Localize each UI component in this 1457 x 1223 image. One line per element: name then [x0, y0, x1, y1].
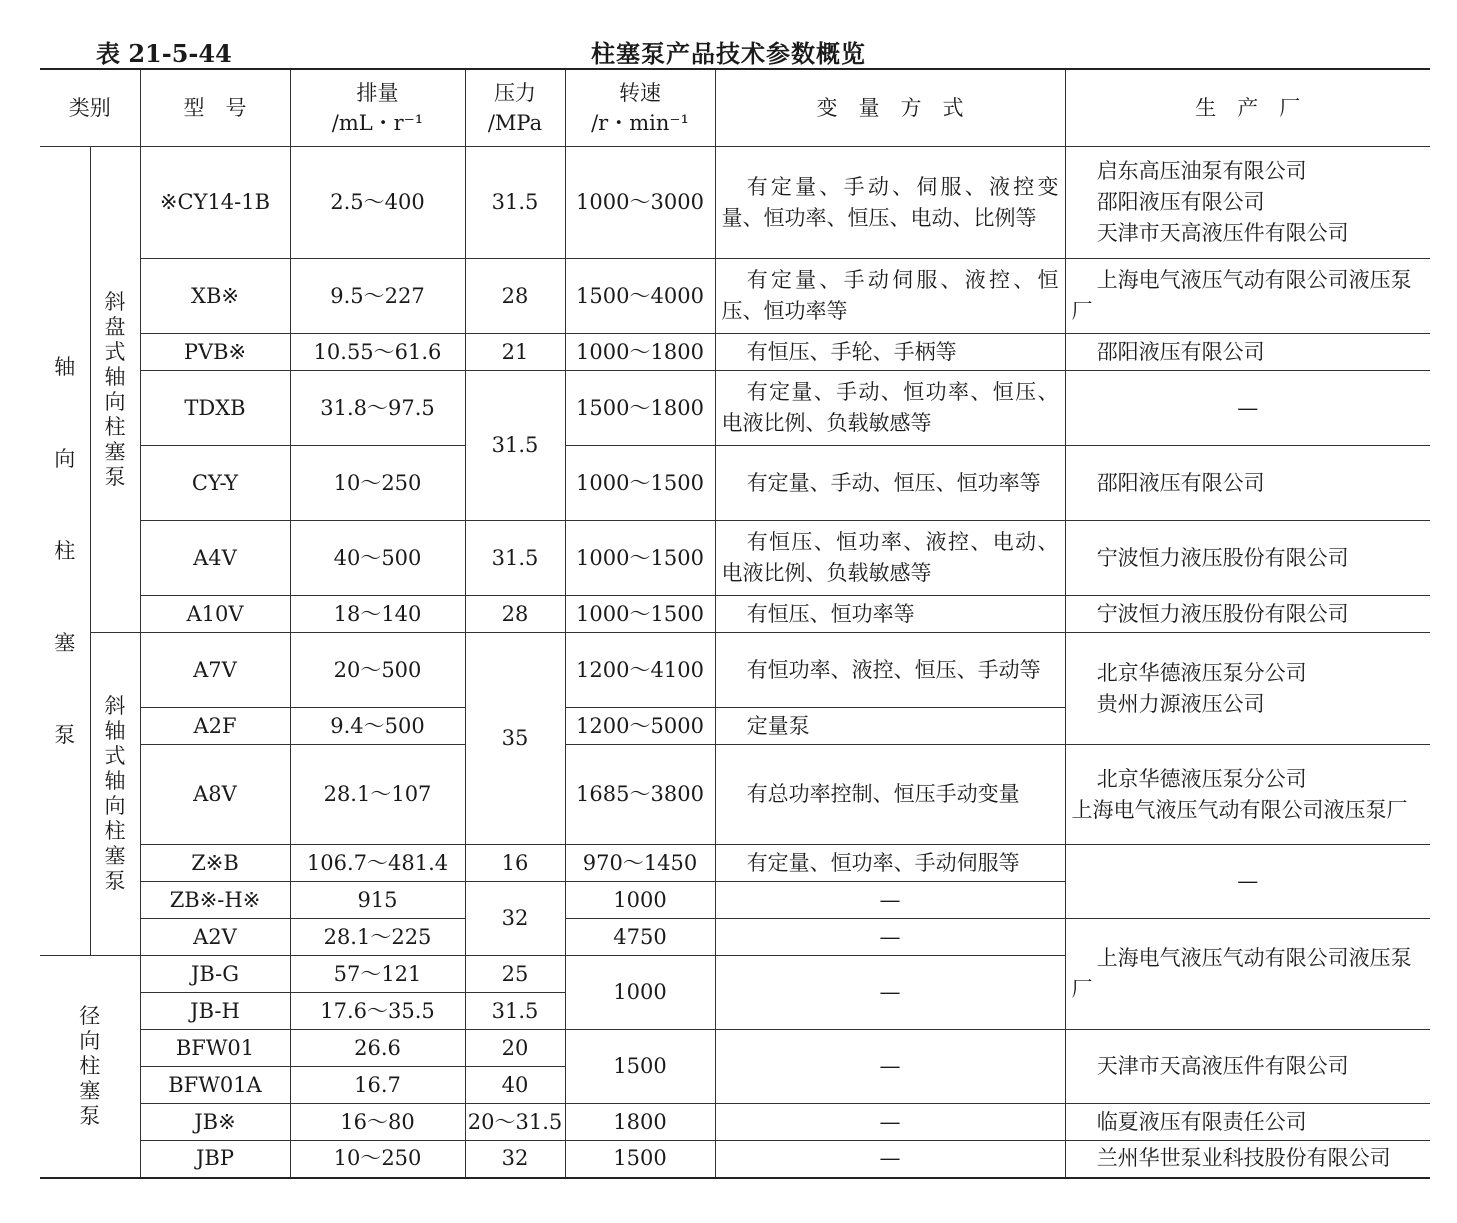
- pressure-cell: 20: [465, 1030, 565, 1067]
- displacement-cell: 18～140: [290, 596, 465, 633]
- variable-mode-cell: 有定量、手动伺服、液控、恒压、恒功率等: [715, 259, 1065, 334]
- manufacturer-cell: 宁波恒力液压股份有限公司: [1065, 596, 1430, 633]
- speed-cell: 1685～3800: [565, 745, 715, 845]
- displacement-cell: 17.6～35.5: [290, 993, 465, 1030]
- speed-cell: 4750: [565, 919, 715, 956]
- header-speed: 转速 /r・min⁻¹: [565, 69, 715, 147]
- displacement-cell: 31.8～97.5: [290, 371, 465, 446]
- model-cell: A2F: [140, 708, 290, 745]
- model-cell: CY-Y: [140, 446, 290, 521]
- variable-mode-cell: 定量泵: [715, 708, 1065, 745]
- pressure-cell: 16: [465, 845, 565, 882]
- displacement-cell: 9.4～500: [290, 708, 465, 745]
- variable-mode-cell: —: [715, 1104, 1065, 1141]
- variable-mode-cell: 有定量、手动、恒功率、恒压、电液比例、负载敏感等: [715, 371, 1065, 446]
- header-variable-mode: 变 量 方 式: [715, 69, 1065, 147]
- speed-cell: 1000～1800: [565, 334, 715, 371]
- group-bent-axis: 斜 轴 式 轴 向 柱 塞 泵: [90, 633, 140, 956]
- displacement-cell: 28.1～107: [290, 745, 465, 845]
- displacement-cell: 16～80: [290, 1104, 465, 1141]
- model-cell: JB-H: [140, 993, 290, 1030]
- displacement-cell: 10～250: [290, 1141, 465, 1178]
- variable-mode-cell: —: [715, 956, 1065, 1030]
- table-row: [40, 371, 1430, 446]
- table-number: 表 21-5-44: [96, 39, 232, 68]
- table-row: [40, 845, 1430, 882]
- manufacturer-cell: —: [1065, 371, 1430, 446]
- manufacturer-cell: 启东高压油泵有限公司 邵阳液压有限公司 天津市天高液压件有限公司: [1065, 147, 1430, 259]
- header-category: 类别: [40, 69, 140, 147]
- speed-cell: 1000～3000: [565, 147, 715, 259]
- pump-spec-table: [40, 68, 1430, 1179]
- variable-mode-cell: 有定量、手动、伺服、液控变量、恒功率、恒压、电动、比例等: [715, 147, 1065, 259]
- displacement-cell: 9.5～227: [290, 259, 465, 334]
- pressure-cell: 32: [465, 882, 565, 956]
- speed-cell: 1000: [565, 882, 715, 919]
- model-cell: BFW01: [140, 1030, 290, 1067]
- manufacturer-cell: 北京华德液压泵分公司 贵州力源液压公司: [1065, 633, 1430, 745]
- group-radial: 径 向 柱 塞 泵: [40, 956, 140, 1178]
- manufacturer-cell: 上海电气液压气动有限公司液压泵厂: [1065, 259, 1430, 334]
- header-model: 型 号: [140, 69, 290, 147]
- model-cell: A4V: [140, 521, 290, 596]
- manufacturer-cell: —: [1065, 845, 1430, 919]
- pressure-cell: 21: [465, 334, 565, 371]
- model-cell: A7V: [140, 633, 290, 708]
- manufacturer-cell: 天津市天高液压件有限公司: [1065, 1030, 1430, 1104]
- table-row: [40, 745, 1430, 845]
- variable-mode-cell: 有定量、恒功率、手动伺服等: [715, 845, 1065, 882]
- variable-mode-cell: 有恒压、恒功率、液控、电动、电液比例、负载敏感等: [715, 521, 1065, 596]
- model-cell: Z※B: [140, 845, 290, 882]
- model-cell: TDXB: [140, 371, 290, 446]
- pressure-cell: 20～31.5: [465, 1104, 565, 1141]
- displacement-cell: 40～500: [290, 521, 465, 596]
- displacement-cell: 10.55～61.6: [290, 334, 465, 371]
- variable-mode-cell: 有总功率控制、恒压手动变量: [715, 745, 1065, 845]
- model-cell: A10V: [140, 596, 290, 633]
- variable-mode-cell: —: [715, 882, 1065, 919]
- table-row: [40, 446, 1430, 521]
- variable-mode-cell: 有恒压、恒功率等: [715, 596, 1065, 633]
- model-cell: ※CY14-1B: [140, 147, 290, 259]
- displacement-cell: 2.5～400: [290, 147, 465, 259]
- table-row: [40, 521, 1430, 596]
- speed-cell: 1000～1500: [565, 446, 715, 521]
- speed-cell: 1000: [565, 956, 715, 1030]
- table-row: [40, 633, 1430, 708]
- variable-mode-cell: —: [715, 1141, 1065, 1178]
- displacement-cell: 28.1～225: [290, 919, 465, 956]
- header-manufacturer: 生 产 厂: [1065, 69, 1430, 147]
- displacement-cell: 10～250: [290, 446, 465, 521]
- displacement-cell: 57～121: [290, 956, 465, 993]
- displacement-cell: 20～500: [290, 633, 465, 708]
- model-cell: BFW01A: [140, 1067, 290, 1104]
- pressure-cell: 32: [465, 1141, 565, 1178]
- model-cell: A2V: [140, 919, 290, 956]
- variable-mode-cell: 有恒功率、液控、恒压、手动等: [715, 633, 1065, 708]
- pressure-cell: 40: [465, 1067, 565, 1104]
- manufacturer-cell: 兰州华世泵业科技股份有限公司: [1065, 1141, 1430, 1178]
- table-title: 柱塞泵产品技术参数概览: [591, 39, 866, 68]
- variable-mode-cell: 有恒压、手轮、手柄等: [715, 334, 1065, 371]
- table-caption: [0, 34, 1457, 68]
- manufacturer-cell: 上海电气液压气动有限公司液压泵厂: [1065, 919, 1430, 1030]
- model-cell: JBP: [140, 1141, 290, 1178]
- table-row: [40, 919, 1430, 956]
- manufacturer-cell: 邵阳液压有限公司: [1065, 334, 1430, 371]
- manufacturer-cell: 邵阳液压有限公司: [1065, 446, 1430, 521]
- pressure-cell: 28: [465, 259, 565, 334]
- model-cell: XB※: [140, 259, 290, 334]
- pressure-cell: 31.5: [465, 993, 565, 1030]
- pressure-cell: 35: [465, 633, 565, 845]
- table-row: [40, 259, 1430, 334]
- table-row: [40, 1030, 1430, 1067]
- manufacturer-cell: 宁波恒力液压股份有限公司: [1065, 521, 1430, 596]
- manufacturer-cell: 临夏液压有限责任公司: [1065, 1104, 1430, 1141]
- speed-cell: 1500～4000: [565, 259, 715, 334]
- speed-cell: 1200～5000: [565, 708, 715, 745]
- table-row: [40, 1104, 1430, 1141]
- manufacturer-cell: 北京华德液压泵分公司 上海电气液压气动有限公司液压泵厂: [1065, 745, 1430, 845]
- variable-mode-cell: —: [715, 1030, 1065, 1104]
- speed-cell: 1500: [565, 1141, 715, 1178]
- pressure-cell: 31.5: [465, 371, 565, 521]
- pressure-cell: 31.5: [465, 521, 565, 596]
- model-cell: ZB※-H※: [140, 882, 290, 919]
- speed-cell: 1800: [565, 1104, 715, 1141]
- table-row: [40, 147, 1430, 259]
- table-row: [40, 334, 1430, 371]
- group-axial-piston: 轴 向 柱 塞 泵: [40, 147, 90, 956]
- speed-cell: 970～1450: [565, 845, 715, 882]
- header-row: [40, 69, 1430, 147]
- displacement-cell: 16.7: [290, 1067, 465, 1104]
- speed-cell: 1500～1800: [565, 371, 715, 446]
- model-cell: JB-G: [140, 956, 290, 993]
- speed-cell: 1200～4100: [565, 633, 715, 708]
- displacement-cell: 915: [290, 882, 465, 919]
- header-pressure: 压力 /MPa: [465, 69, 565, 147]
- model-cell: JB※: [140, 1104, 290, 1141]
- pressure-cell: 25: [465, 956, 565, 993]
- variable-mode-cell: —: [715, 919, 1065, 956]
- group-swashplate: 斜 盘 式 轴 向 柱 塞 泵: [90, 147, 140, 633]
- speed-cell: 1000～1500: [565, 521, 715, 596]
- table-row: [40, 1141, 1430, 1178]
- table-row: [40, 596, 1430, 633]
- header-displacement: 排量 /mL・r⁻¹: [290, 69, 465, 147]
- displacement-cell: 26.6: [290, 1030, 465, 1067]
- speed-cell: 1000～1500: [565, 596, 715, 633]
- displacement-cell: 106.7～481.4: [290, 845, 465, 882]
- pressure-cell: 31.5: [465, 147, 565, 259]
- speed-cell: 1500: [565, 1030, 715, 1104]
- model-cell: A8V: [140, 745, 290, 845]
- pressure-cell: 28: [465, 596, 565, 633]
- variable-mode-cell: 有定量、手动、恒压、恒功率等: [715, 446, 1065, 521]
- model-cell: PVB※: [140, 334, 290, 371]
